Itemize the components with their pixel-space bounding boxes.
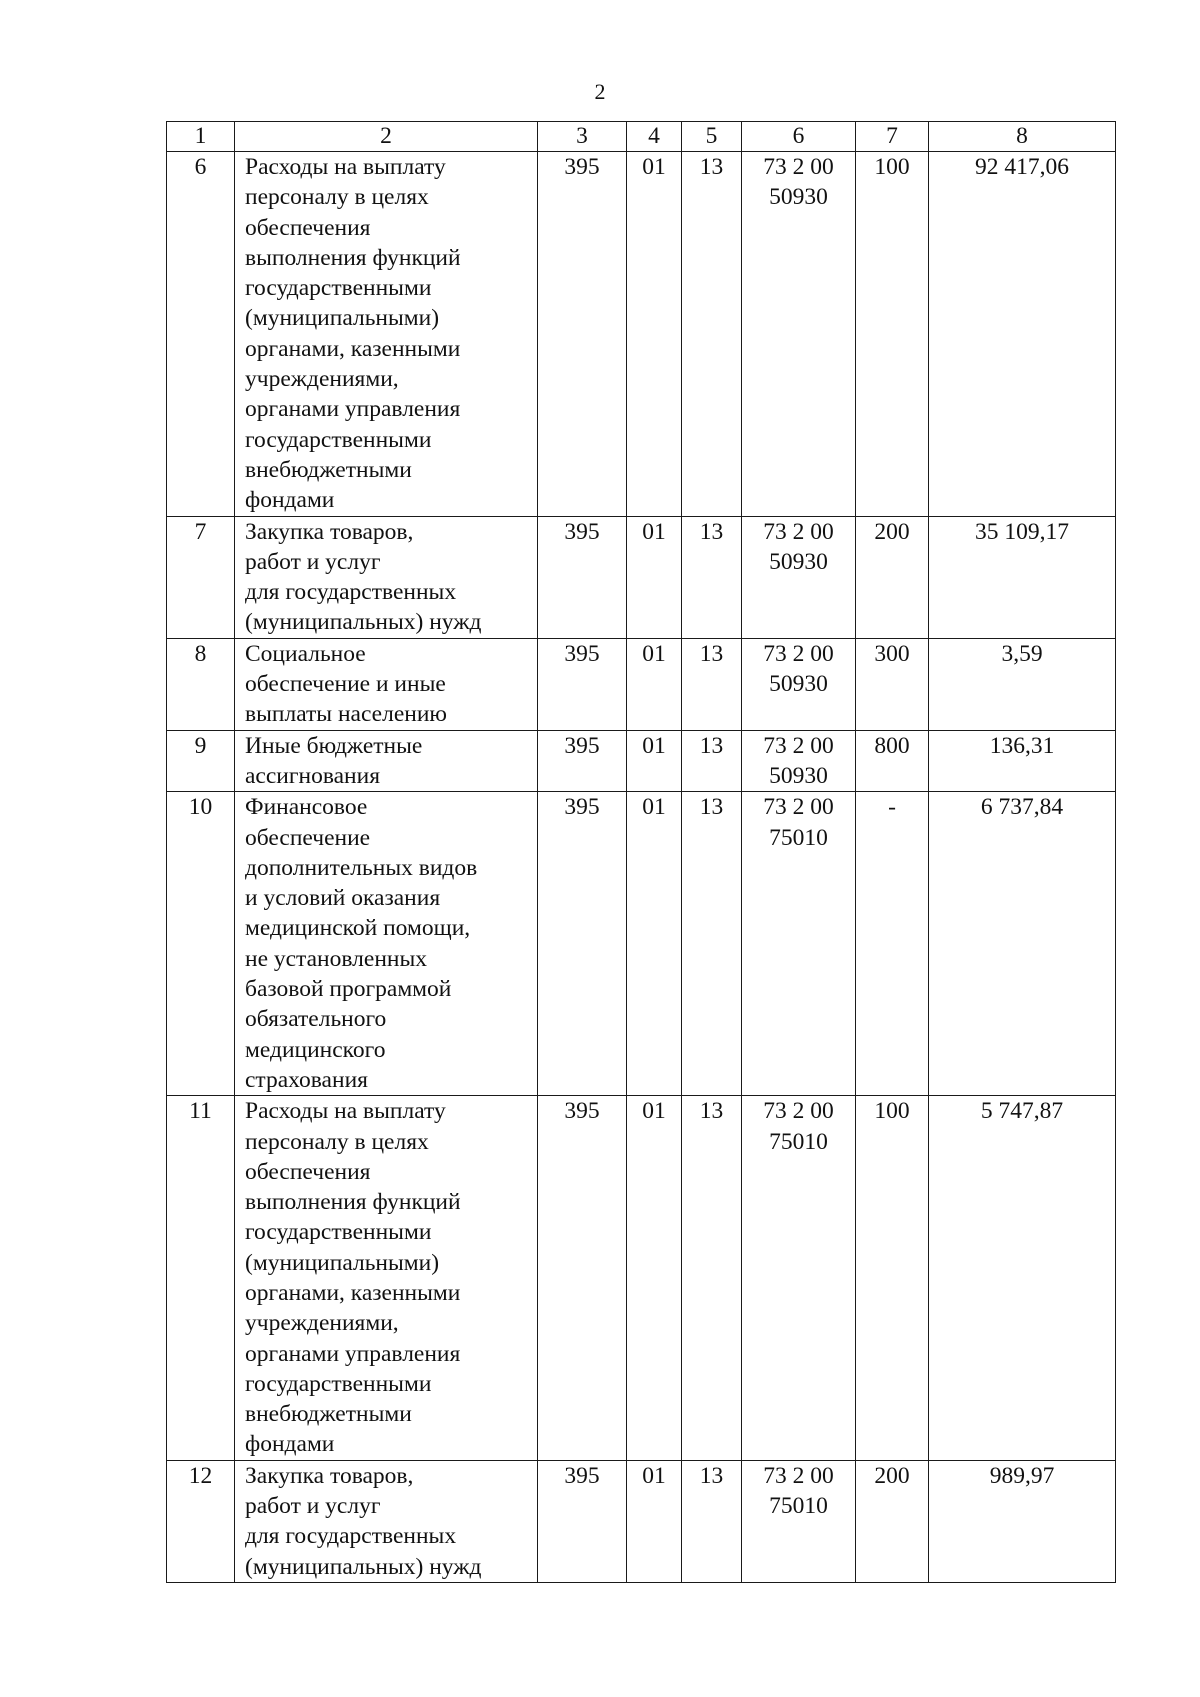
expense-name-cell-line: обеспечение	[245, 824, 371, 851]
expense-name-cell-line: обязательного	[245, 1006, 387, 1033]
amount-cell: 35 109,17	[929, 516, 1116, 638]
expense-name-cell-line: Закупка товаров,	[245, 518, 414, 545]
target-article-cell-line: 73 2 00	[763, 732, 834, 759]
expense-name-cell-line: государственными	[245, 275, 432, 302]
expense-name-cell-line: обеспечения	[245, 1158, 371, 1185]
expense-name-cell-line: государственными	[245, 1219, 432, 1246]
expense-name-cell-line: (муниципальными)	[245, 305, 440, 332]
expense-name-cell-line: выполнения функций	[245, 1189, 461, 1216]
expense-name-cell-line: (муниципальными)	[245, 1249, 440, 1276]
ministry-code-cell: 395	[538, 792, 627, 1096]
header-cell: 8	[929, 122, 1116, 152]
row-number-cell: 9	[167, 730, 235, 792]
expense-name-cell-line: Финансовое	[245, 794, 368, 821]
ministry-code-cell: 395	[538, 152, 627, 517]
expense-name-cell-line: медицинского	[245, 1036, 386, 1063]
expense-name-cell-line: дополнительных видов	[245, 854, 478, 881]
section-code-cell: 01	[627, 792, 682, 1096]
target-article-cell-line: 73 2 00	[763, 640, 834, 667]
amount-cell: 989,97	[929, 1460, 1116, 1582]
table-row	[167, 1460, 1116, 1582]
expense-name-cell-line: Расходы на выплату	[245, 154, 446, 180]
header-cell: 5	[682, 122, 742, 152]
subsection-code-cell: 13	[682, 792, 742, 1096]
amount-cell: 5 747,87	[929, 1096, 1116, 1461]
table-row	[167, 516, 1116, 638]
expense-name-cell	[235, 730, 538, 792]
amount-cell: 6 737,84	[929, 792, 1116, 1096]
target-article-cell	[742, 1096, 856, 1461]
budget-table	[166, 121, 1116, 1583]
expense-name-cell-line: внебюджетными	[245, 1401, 412, 1428]
target-article-cell-line: 75010	[769, 1493, 828, 1520]
section-code-cell: 01	[627, 730, 682, 792]
target-article-cell	[742, 516, 856, 638]
row-number-cell: 12	[167, 1460, 235, 1582]
expense-name-cell-line: (муниципальных) нужд	[245, 1553, 482, 1580]
expense-name-cell-line: учреждениями,	[245, 366, 399, 393]
amount-cell: 3,59	[929, 638, 1116, 730]
target-article-cell-line: 73 2 00	[763, 154, 834, 180]
header-cell: 6	[742, 122, 856, 152]
expense-type-cell: 800	[856, 730, 929, 792]
expense-name-cell-line: фондами	[245, 487, 335, 514]
ministry-code-cell: 395	[538, 730, 627, 792]
target-article-cell-line: 73 2 00	[763, 1462, 834, 1489]
header-cell: 2	[235, 122, 538, 152]
section-code-cell: 01	[627, 1460, 682, 1582]
expense-name-cell-line: работ и услуг	[245, 548, 381, 575]
table-header-row	[167, 122, 1116, 152]
expense-name-cell-line: Расходы на выплату	[245, 1098, 446, 1125]
expense-type-cell: 100	[856, 152, 929, 517]
expense-name-cell-line: Закупка товаров,	[245, 1462, 414, 1489]
expense-type-cell: 100	[856, 1096, 929, 1461]
expense-name-cell-line: (муниципальных) нужд	[245, 609, 482, 636]
table-row	[167, 152, 1116, 517]
expense-name-cell-line: Иные бюджетные	[245, 732, 423, 759]
expense-name-cell-line: обеспечение и иные	[245, 671, 446, 698]
target-article-cell	[742, 730, 856, 792]
table-row	[167, 1096, 1116, 1461]
expense-name-cell-line: выплаты населению	[245, 701, 447, 728]
row-number-cell: 6	[167, 152, 235, 517]
expense-name-cell-line: персоналу в целях	[245, 184, 429, 211]
target-article-cell-line: 75010	[769, 1128, 828, 1155]
target-article-cell	[742, 792, 856, 1096]
expense-name-cell-line: обеспечения	[245, 214, 371, 241]
section-code-cell: 01	[627, 638, 682, 730]
expense-name-cell-line: выполнения функций	[245, 244, 461, 271]
expense-name-cell	[235, 516, 538, 638]
page-number: 2	[594, 79, 606, 104]
expense-name-cell-line: органами управления	[245, 396, 461, 423]
amount-cell: 92 417,06	[929, 152, 1116, 517]
expense-type-cell: 200	[856, 1460, 929, 1582]
expense-name-cell-line: для государственных	[245, 579, 457, 606]
subsection-code-cell: 13	[682, 516, 742, 638]
expense-type-cell: 200	[856, 516, 929, 638]
expense-name-cell-line: персоналу в целях	[245, 1128, 429, 1155]
expense-name-cell-line: государственными	[245, 1370, 432, 1397]
ministry-code-cell: 395	[538, 1096, 627, 1461]
target-article-cell-line: 50930	[769, 671, 828, 698]
subsection-code-cell: 13	[682, 730, 742, 792]
expense-name-cell-line: внебюджетными	[245, 456, 412, 483]
expense-name-cell-line: и условий оказания	[245, 885, 441, 912]
expense-name-cell-line: государственными	[245, 426, 432, 453]
header-cell: 4	[627, 122, 682, 152]
target-article-cell-line: 50930	[769, 548, 828, 575]
subsection-code-cell: 13	[682, 638, 742, 730]
subsection-code-cell: 13	[682, 1460, 742, 1582]
subsection-code-cell: 13	[682, 1096, 742, 1461]
expense-name-cell-line: Социальное	[245, 640, 366, 667]
row-number-cell: 8	[167, 638, 235, 730]
expense-name-cell-line: органами, казенными	[245, 335, 461, 362]
expense-name-cell	[235, 152, 538, 517]
expense-name-cell-line: базовой программой	[245, 976, 452, 1003]
row-number-cell: 11	[167, 1096, 235, 1461]
target-article-cell	[742, 152, 856, 517]
section-code-cell: 01	[627, 152, 682, 517]
expense-name-cell-line: учреждениями,	[245, 1310, 399, 1337]
target-article-cell-line: 50930	[769, 762, 828, 789]
table-row	[167, 638, 1116, 730]
expense-name-cell	[235, 792, 538, 1096]
expense-name-cell	[235, 1460, 538, 1582]
expense-name-cell-line: медицинской помощи,	[245, 915, 471, 942]
header-cell: 3	[538, 122, 627, 152]
expense-name-cell-line: фондами	[245, 1431, 335, 1458]
header-cell: 1	[167, 122, 235, 152]
target-article-cell-line: 73 2 00	[763, 1098, 834, 1125]
expense-type-cell: -	[856, 792, 929, 1096]
expense-name-cell-line: ассигнования	[245, 762, 381, 789]
row-number-cell: 7	[167, 516, 235, 638]
section-code-cell: 01	[627, 516, 682, 638]
target-article-cell-line: 50930	[769, 184, 828, 211]
target-article-cell	[742, 1460, 856, 1582]
expense-name-cell-line: органами управления	[245, 1340, 461, 1367]
target-article-cell	[742, 638, 856, 730]
amount-cell: 136,31	[929, 730, 1116, 792]
expense-name-cell-line: не установленных	[245, 945, 428, 972]
target-article-cell-line: 75010	[769, 824, 828, 851]
expense-name-cell-line: органами, казенными	[245, 1279, 461, 1306]
target-article-cell-line: 73 2 00	[763, 518, 834, 545]
target-article-cell-line: 73 2 00	[763, 794, 834, 821]
table-row	[167, 730, 1116, 792]
section-code-cell: 01	[627, 1096, 682, 1461]
ministry-code-cell: 395	[538, 1460, 627, 1582]
table-row	[167, 792, 1116, 1096]
subsection-code-cell: 13	[682, 152, 742, 517]
expense-name-cell	[235, 638, 538, 730]
header-cell: 7	[856, 122, 929, 152]
row-number-cell: 10	[167, 792, 235, 1096]
expense-name-cell-line: страхования	[245, 1066, 368, 1093]
ministry-code-cell: 395	[538, 638, 627, 730]
expense-name-cell	[235, 1096, 538, 1461]
expense-name-cell-line: работ и услуг	[245, 1493, 381, 1520]
ministry-code-cell: 395	[538, 516, 627, 638]
expense-name-cell-line: для государственных	[245, 1523, 457, 1550]
expense-type-cell: 300	[856, 638, 929, 730]
